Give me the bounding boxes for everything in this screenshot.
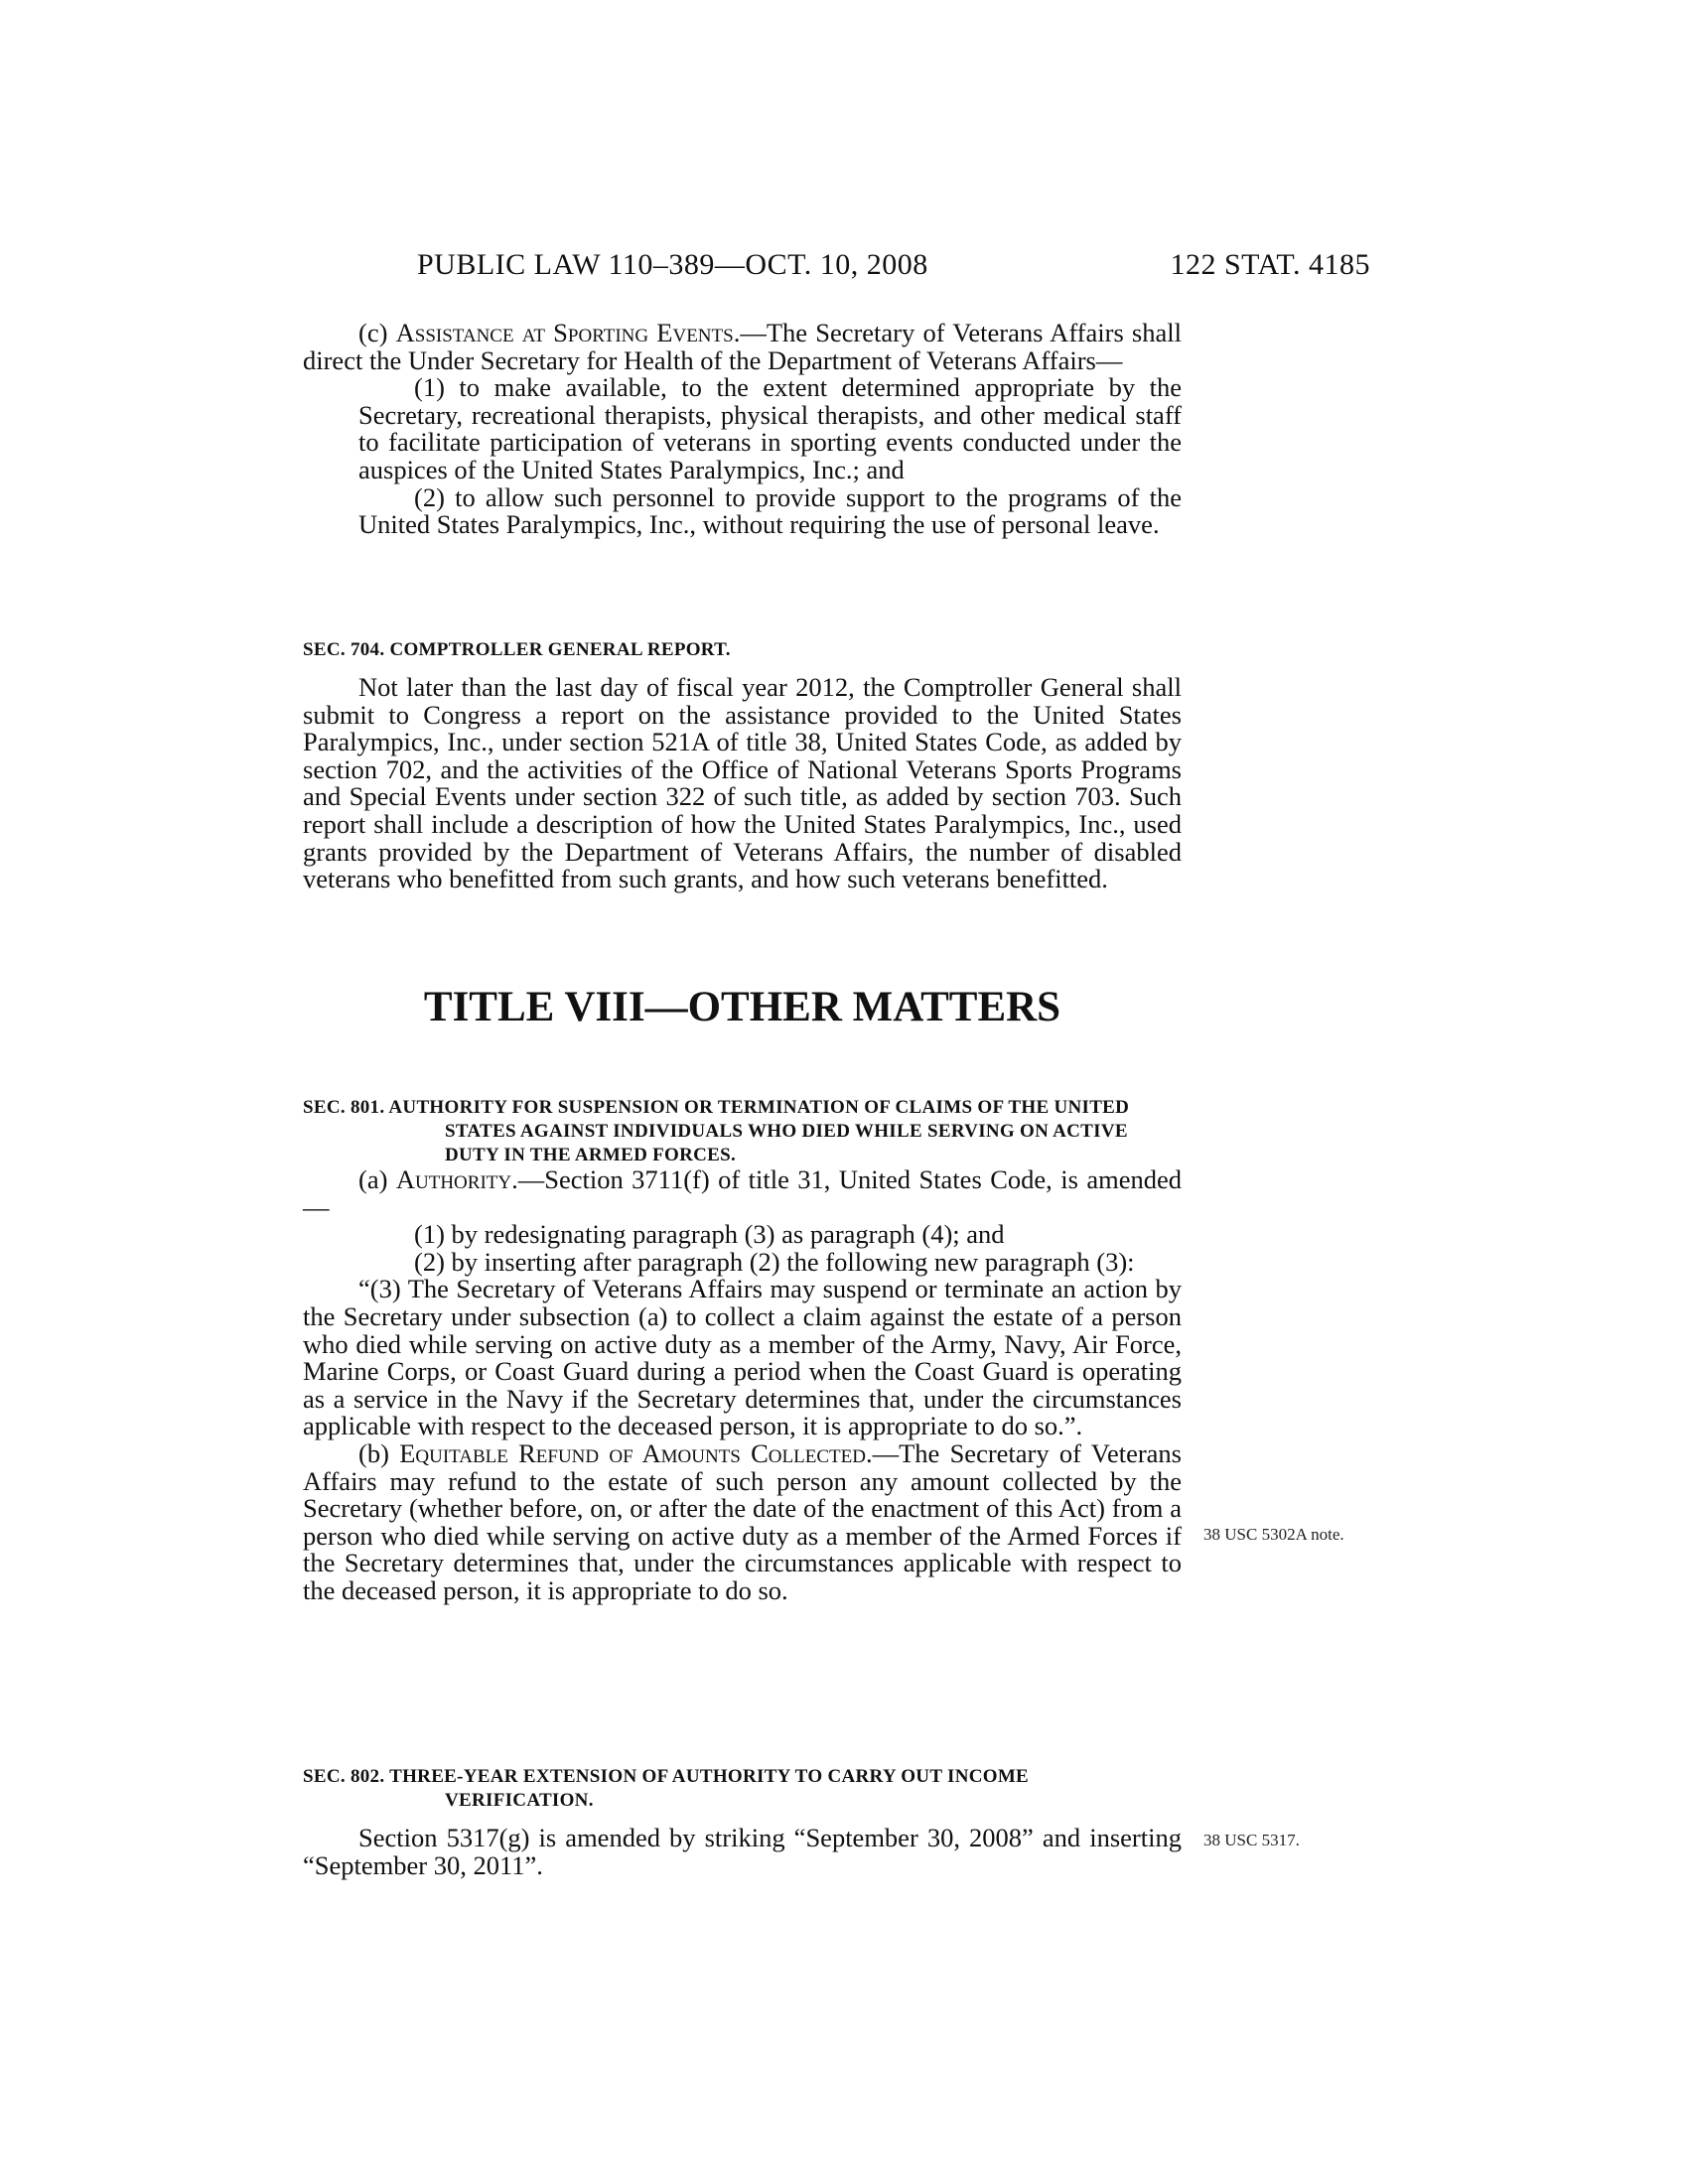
subsection-heading: Authority xyxy=(395,1164,512,1194)
margin-note-usc-5302a: 38 USC 5302A note. xyxy=(1203,1525,1344,1544)
title-heading: TITLE VIII—OTHER MATTERS xyxy=(423,984,1061,1030)
subsection-b: (b) Equitable Refund of Amounts Collected.—The Secretary of Veterans Affairs may refund to the estate of such person any amount collected by the Secretary (whether before, on, or after the date of the enactment of this Act) from a person who died while serving on active duty as a member of the Armed Forces if the Secretary determines that, under the circumstances applicable with respect to the deceased person, it is appropriate to do so. xyxy=(303,1437,1182,1605)
section-heading: SEC. 802. THREE-YEAR EXTENSION OF AUTHORITY TO CARRY OUT INCOME VERIFICATION. xyxy=(303,1766,1030,1811)
paragraph-2: (2) by inserting after paragraph (2) the following new paragraph (3): xyxy=(414,1246,1135,1277)
quoted-paragraph-3: “(3) The Secretary of Veterans Affairs may suspend or terminate an action by the Secretary under subsection (a) to collect a claim against the estate of a person who died while serving on active duty as a member of the Army, Navy, Air Force, Marine Corps, or Coast Guard during a period when the Coast Guard is operating as a service in the Navy if the Secretary determines that, under the circumstances applicable with respect to the deceased person, it is appropriate to do so.”. xyxy=(303,1274,1182,1441)
subsection-heading: Assistance at Sporting Events xyxy=(395,318,734,347)
section-704-body xyxy=(303,674,1182,893)
margin-note-usc-5317: 38 USC 5317. xyxy=(1203,1831,1300,1849)
section-heading: SEC. 801. AUTHORITY FOR SUSPENSION OR TERMINATION OF CLAIMS OF THE UNITED STATES AGAINST INDIVIDUALS WHO DIED WHILE SERVING ON ACTIVE DUTY IN THE ARMED FORCES. xyxy=(303,1097,1130,1165)
subsection-a: (a) Authority.—Section 3711(f) of title 31, United States Code, is amended— xyxy=(303,1164,1182,1222)
section-body: Section 5317(g) is amended by striking “September 30, 2008” and inserting “September 30, 2011”. xyxy=(303,1823,1182,1880)
section-703c xyxy=(303,320,1182,539)
paragraph-1: (1) by redesignating paragraph (3) as paragraph (4); and xyxy=(414,1219,1005,1250)
statute-page-number: 122 STAT. 4185 xyxy=(1170,248,1370,281)
section-body: Not later than the last day of fiscal year 2012, the Comptroller General shall submit to Congress a report on the assistance provided to the United States Paralympics, Inc., under section 521A of title 38, United States Code, as added by section 702, and the activities of the Office of National Veterans Sports Programs and Special Events under section 322 of such title, as added by section 703. Such report shall include a description of how the United States Paralympics, Inc., used grants provided by the Department of Veterans Affairs, the number of disabled veterans who benefitted from such grants, and how such veterans benefitted. xyxy=(303,672,1182,894)
section-heading: SEC. 704. COMPTROLLER GENERAL REPORT. xyxy=(303,639,731,660)
subsection-heading: Equitable Refund of Amounts Collected xyxy=(399,1437,866,1468)
subsection-c-intro: (c) Assistance at Sporting Events.—The Secretary of Veterans Affairs shall direct the Under Secretary for Health of the Department of Veterans Affairs— xyxy=(303,318,1182,375)
section-802 xyxy=(303,1765,1182,1813)
section-801 xyxy=(303,1096,1182,1167)
section-801-body xyxy=(303,1166,1182,1605)
public-law-citation: PUBLIC LAW 110–389—OCT. 10, 2008 xyxy=(417,248,928,281)
section-802-body xyxy=(303,1825,1182,1879)
running-header xyxy=(417,248,1370,288)
paragraph-2: (2) to allow such personnel to provide support to the programs of the United States Paralympics, Inc., without requiring the use of personal leave. xyxy=(358,481,1182,540)
paragraph-1: (1) to make available, to the extent determined appropriate by the Secretary, recreational therapists, physical therapists, and other medical staff to facilitate participation of veterans in sporting events conducted under the auspices of the United States Paralympics, Inc.; and xyxy=(358,372,1182,484)
section-704 xyxy=(303,638,1182,662)
